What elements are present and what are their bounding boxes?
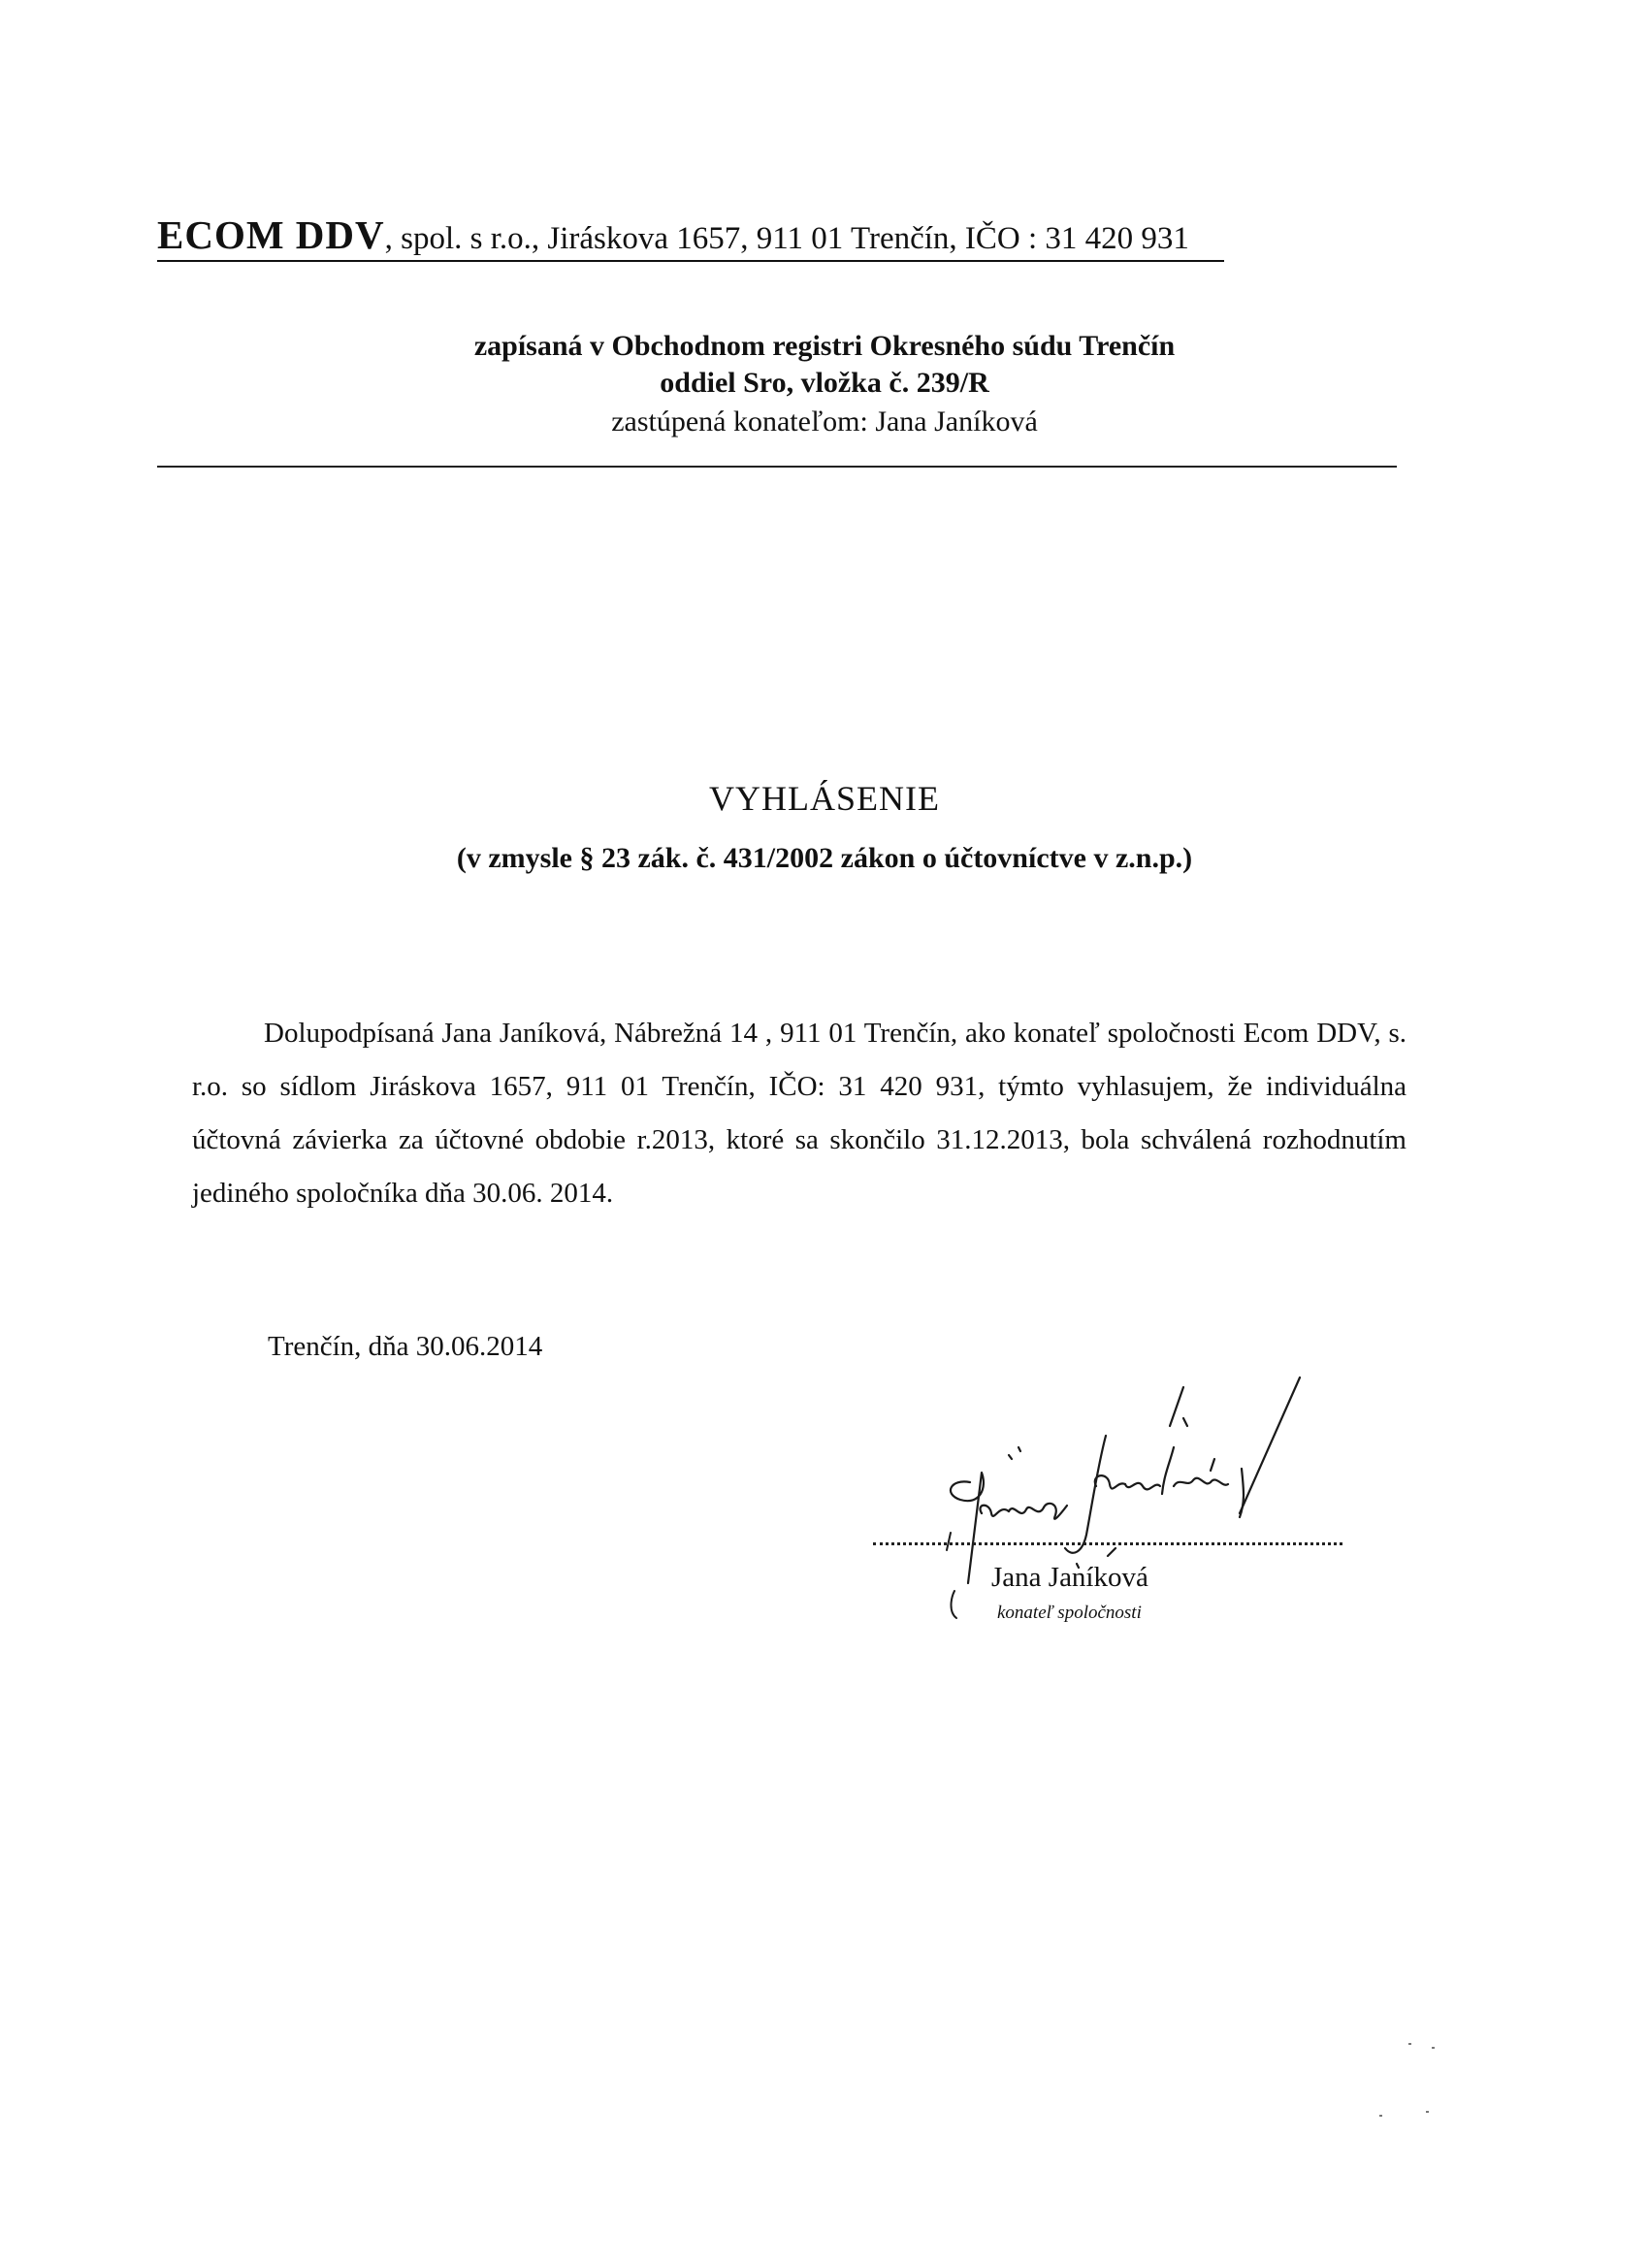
place-and-date: Trenčín, dňa 30.06.2014 xyxy=(268,1331,543,1362)
registry-line-court: zapísaná v Obchodnom registri Okresného súdu Trenčín xyxy=(473,330,1176,362)
signer-name: Jana Janíková xyxy=(991,1562,1148,1593)
signer-role: konateľ spoločnosti xyxy=(997,1603,1142,1623)
scan-speck xyxy=(1379,2115,1382,2117)
letterhead xyxy=(157,212,1224,262)
document-subtitle: (v zmysle § 23 zák. č. 431/2002 zákon o účtovníctve v z.n.p.) xyxy=(456,842,1193,874)
company-details: , spol. s r.o., Jiráskova 1657, 911 01 Trenčín, IČO : 31 420 931 xyxy=(384,221,1189,256)
document-title: VYHLÁSENIE xyxy=(709,779,940,818)
scan-speck xyxy=(1426,2111,1429,2113)
company-name: ECOM DDV xyxy=(157,212,385,257)
header-divider xyxy=(157,466,1397,468)
registry-line-representative: zastúpená konateľom: Jana Janíková xyxy=(611,405,1038,437)
scan-speck xyxy=(1432,2047,1435,2049)
handwritten-signature xyxy=(854,1358,1358,1639)
signature-line xyxy=(873,1542,1342,1545)
scan-speck xyxy=(1408,2043,1411,2045)
declaration-paragraph: Dolupodpísaná Jana Janíková, Nábrežná 14 , 911 01 Trenčín, ako konateľ spoločnosti Ecom DDV, s. r.o. so sídlom Jiráskova 1657, 911 01 Trenčín, IČO: 31 420 931, týmto vyhlasujem, že individuálna účtovná závierka za účtovné obdobie r.2013, ktoré sa skončilo 31.12.2013, bola schválená rozhodnutím jediného spoločníka dňa 30.06. 2014. xyxy=(192,1018,1406,1209)
registry-line-section: oddiel Sro, vložka č. 239/R xyxy=(660,367,989,399)
signature-block xyxy=(854,1358,1358,1639)
